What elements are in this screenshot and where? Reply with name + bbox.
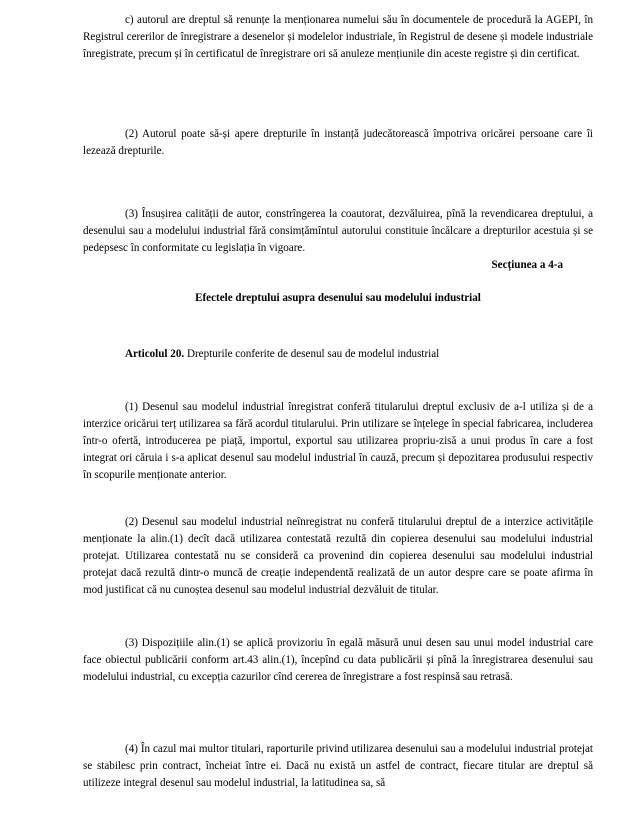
article-heading — [125, 346, 439, 363]
article-paragraph-4: (4) În cazul mai multor titulari, raporturile privind utilizarea desenului sau a modelului industrial protejat se stabilesc prin contract, încheiat între ei. Dacă nu există un astfel de contract, fiecare titular are dreptul să utilizeze integral desenul sau modelul industrial, la latitudinea sa, să — [83, 743, 593, 789]
paragraph-c-author-rights: c) autorul are dreptul să renunțe la menționarea numelui său în documentele de procedură la AGEPI, în Registrul cererilor de înregistrare a desenelor și modelelor industriale, în Registrul de desene și modele industriale înregistrate, precum și în certificatul de înregistrare ori să anuleze mențiunile din aceste registre și din certificat. — [83, 14, 593, 60]
article-paragraph-1: (1) Desenul sau modelul industrial înregistrat conferă titularului dreptul exclusiv de a-l utiliza și de a interzice oricărui terț utilizarea sa fără acordul titularului. Prin utilizare se înțelege în special fabricarea, includerea într-o ofertă, introducerea pe piață, importul, exportul sau utilizarea propriu-zisă a unui produs în care a fost integrat ori căruia i s-a aplicat desenul sau modelul industrial în cauză, precum și depozitarea produsului respectiv în scopurile menționate anterior. — [83, 401, 593, 481]
section-title: Efectele dreptului asupra desenului sau modelului industrial — [195, 292, 481, 304]
paragraph-2-defend-rights: (2) Autorul poate să-și apere drepturile în instanță judecătorească împotriva oricărei persoane care îi lezează drepturile. — [83, 128, 593, 157]
article-paragraph-2: (2) Desenul sau modelul industrial neînregistrat nu conferă titularului dreptul de a interzice activitățile menționate la alin.(1) decît dacă utilizarea contestată rezultă din copierea desenului sau modelului industrial protejat. Utilizarea contestată nu se consideră ca provenind din copierea desenului sau modelului industrial protejat dacă rezultă dintr-o muncă de creație independentă realizată de un autor despre care se poate afirma în mod justificat că nu cunoștea desenul sau modelul industrial dezvăluit de titular. — [83, 516, 593, 596]
article-paragraph-3: (3) Dispozițiile alin.(1) se aplică provizoriu în egală măsură unui desen sau unui model industrial care face obiectul publicării conform art.43 alin.(1), începînd cu data publicării și pînă la înregistrarea desenului sau modelului industrial, cu excepția cazurilor cînd cererea de înregistrare a fost respinsă sau retrasă. — [83, 637, 593, 683]
article-title: Drepturile conferite de desenul sau de modelul industrial — [184, 348, 440, 360]
paragraph-3-infringement: (3) Însușirea calității de autor, constrîngerea la coautorat, dezvăluirea, pînă la revendicarea dreptului, a desenului sau a modelului industrial fără consimțămîntul autorului constituie încălcare a drepturilor acestuia și se pedepsesc în conformitate cu legislația în vigoare. — [83, 208, 593, 254]
section-label: Secțiunea a 4-a — [491, 259, 563, 271]
article-number: Articolul 20. — [125, 348, 185, 360]
